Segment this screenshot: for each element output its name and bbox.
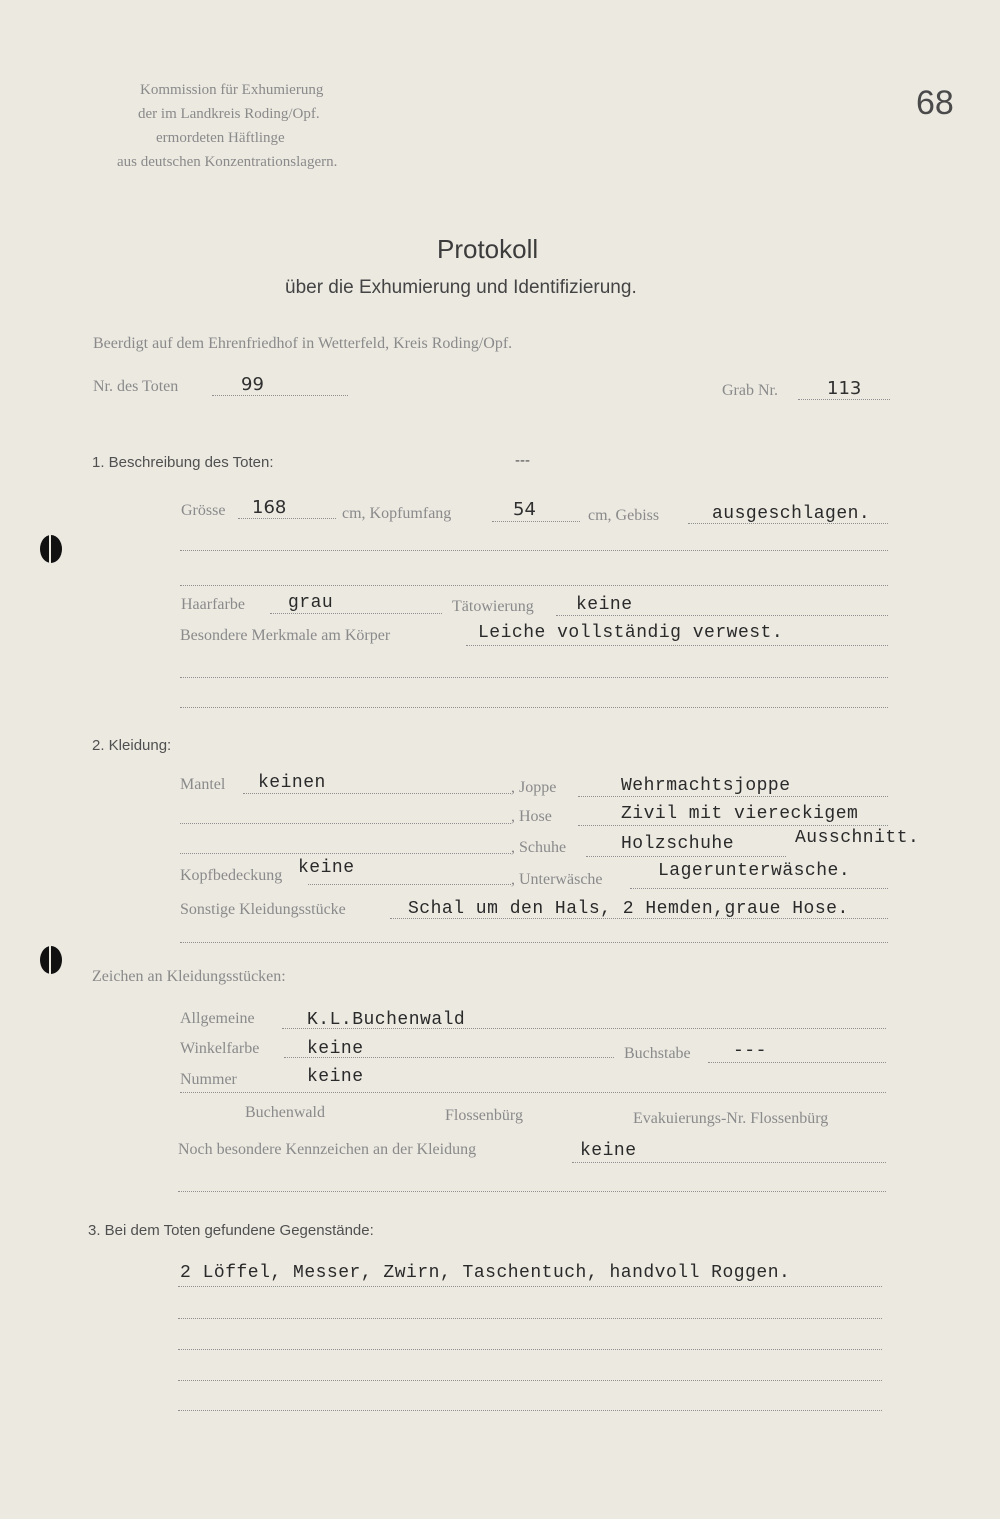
special-marks-value: keine	[580, 1141, 637, 1161]
section-3-heading: 3. Bei dem Toten gefundene Gegenstände:	[88, 1222, 374, 1239]
commission-line-4: aus deutschen Konzentrationslagern.	[117, 154, 338, 170]
triangle-color-value: keine	[307, 1039, 364, 1059]
document-title: Protokoll	[437, 234, 539, 264]
col-evacuation-number: Evakuierungs-Nr. Flossenbürg	[633, 1110, 829, 1127]
coat-label: Mantel	[180, 776, 226, 793]
dead-number-label: Nr. des Toten	[93, 378, 179, 395]
commission-line-1: Kommission für Exhumierung	[140, 82, 324, 98]
punch-hole-icon	[40, 535, 62, 563]
other-clothing-value: Schal um den Hals, 2 Hemden,graue Hose.	[408, 899, 849, 919]
punch-hole-icon	[40, 946, 62, 974]
section-1-heading: 1. Beschreibung des Toten:	[92, 454, 274, 471]
jacket-label: , Joppe	[511, 779, 557, 796]
document-subtitle: über die Exhumierung und Identifizierung.	[285, 277, 637, 298]
letter-value: ---	[733, 1041, 767, 1061]
number-label: Nummer	[180, 1071, 237, 1088]
hair-label: Haarfarbe	[181, 596, 245, 613]
general-value: K.L.Buchenwald	[307, 1010, 466, 1030]
found-items-value: 2 Löffel, Messer, Zwirn, Taschentuch, handvoll Roggen.	[180, 1263, 791, 1283]
height-label: Grösse	[181, 502, 226, 519]
trousers-value-continued: Ausschnitt.	[795, 828, 920, 848]
underwear-value: Lagerunterwäsche.	[658, 861, 851, 881]
trousers-label: , Hose	[511, 808, 552, 825]
shoes-value: Holzschuhe	[621, 834, 735, 854]
triangle-color-label: Winkelfarbe	[180, 1040, 260, 1057]
trousers-value: Zivil mit viereckigem	[621, 804, 859, 824]
grave-number-label: Grab Nr.	[722, 382, 778, 399]
underwear-label: , Unterwäsche	[511, 871, 603, 888]
tattoo-label: Tätowierung	[452, 598, 534, 615]
section-2-heading: 2. Kleidung:	[92, 737, 172, 754]
clothing-marks-heading: Zeichen an Kleidungsstücken:	[92, 968, 286, 985]
cm-head-label: cm, Kopfumfang	[342, 505, 452, 522]
letter-label: Buchstabe	[624, 1045, 691, 1062]
teeth-value: ausgeschlagen.	[712, 504, 871, 524]
body-marks-label: Besondere Merkmale am Körper	[180, 627, 391, 644]
height-value: 168	[252, 497, 287, 518]
col-buchenwald: Buchenwald	[245, 1104, 325, 1121]
dead-number-value: 99	[241, 374, 264, 395]
hair-value: grau	[288, 593, 334, 613]
special-marks-label: Noch besondere Kennzeichen an der Kleidung	[178, 1141, 477, 1158]
burial-place: Beerdigt auf dem Ehrenfriedhof in Wetterfeld, Kreis Roding/Opf.	[93, 335, 513, 352]
cm-teeth-label: cm, Gebiss	[588, 507, 660, 524]
other-clothing-label: Sonstige Kleidungsstücke	[180, 901, 346, 918]
section-1-dash: ---	[515, 452, 530, 469]
commission-line-2: der im Landkreis Roding/Opf.	[138, 106, 320, 122]
number-value: keine	[307, 1067, 364, 1087]
body-marks-value: Leiche vollständig verwest.	[478, 623, 784, 643]
page-number: 68	[916, 84, 954, 122]
tattoo-value: keine	[576, 595, 633, 615]
commission-line-3: ermordeten Häftlinge	[156, 130, 285, 146]
general-label: Allgemeine	[180, 1010, 255, 1027]
coat-value: keinen	[258, 773, 326, 793]
headwear-label: Kopfbedeckung	[180, 867, 283, 884]
col-flossenbuerg: Flossenbürg	[445, 1107, 523, 1124]
headwear-value: keine	[298, 858, 355, 878]
jacket-value: Wehrmachtsjoppe	[621, 776, 791, 796]
shoes-label: , Schuhe	[511, 839, 567, 856]
head-circumference-value: 54	[513, 499, 536, 520]
grave-number-value: 113	[827, 378, 862, 399]
